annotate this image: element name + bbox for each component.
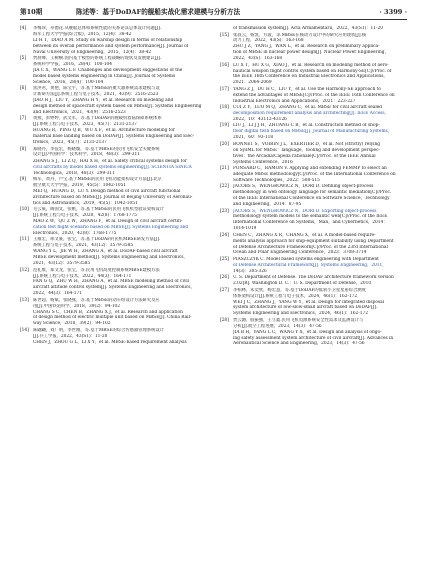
reference-line: tronics，2023，45(7)：2131-2137 (33, 140, 107, 145)
reference-number: [18] (220, 105, 229, 111)
reference-number: [15] (220, 32, 229, 38)
reference-line: [J].系统工程与电子技术，2022，44(3)：164-171 (33, 273, 132, 279)
reference-line: 张叔云，杨凯，方波，等.MBSE在核动力设计中的研究应用现状[J].核 (233, 32, 367, 38)
reference-line: LI H T，DIAO A M. Study on warship design in terms of relationship (33, 37, 183, 43)
reference-line: 海军工程大学学报(综合版)，2015，12(4)：38-42 (33, 31, 132, 37)
reference-entry (20, 268, 206, 298)
reference-line: 体系架构设计[J].系统工程与电子技术，2024，46(1)：162-172 (233, 293, 358, 299)
reference-entry (20, 177, 206, 207)
reference-entry (220, 275, 406, 287)
reference-entry (20, 56, 206, 86)
reference-line: 计新研方法[J].系统工程与电子技术，2021，43(9)：2516-2523 (33, 92, 159, 98)
reference-entry (220, 184, 406, 208)
reference-line: the IEEE 16th Conference on Industrial Electronics and Applications， (233, 74, 388, 80)
reference-line: LIU J，LI J J H，ZHUANG C B，et al. Construction method of shop- (233, 123, 380, 129)
reference-line: FAN G Q，ZHU W H，ZHANG A，et al. MBSE modeling method of civil (33, 279, 190, 285)
reference-line: WANG Y L，JIE W H，ZHANG A，et al. DoDAF-based civil aircraft (33, 249, 178, 255)
reference-line: system architecture of low-slow-small aircraft based on DoDAF[J]. (233, 305, 378, 311)
reference-line: 黄燕，彭婷婷，武文军，等.基于DoDAF的舰载机着陆保障系统体系 (33, 116, 162, 122)
reference-line: ZHU J Z，YANG J，WAN L，et al. Research on preliminary applica- (233, 44, 380, 50)
reference-line: tics and Astronautics，2019，45(5)：1042-1051 (33, 200, 138, 206)
reference-line: design method of spacecraft system based on MBSE[J]. Systems Engineering (33, 103, 202, 109)
reference-number: [28] (220, 317, 229, 323)
reference-number: [16] (220, 62, 229, 68)
running-title: 陈述等：基于DoDAF的舰船实战化需求建模与分析方法 (76, 8, 241, 16)
reference-number: [13] (20, 297, 29, 303)
reference-line: methodology system models to the semantic web[C]//Proc. of the IEEE (233, 214, 388, 220)
reference-line: 系统科学学报，2016，28(4)：100-104 (33, 62, 113, 68)
reference-line: YANG Z J，DU H C，LIU Y，et al. Use the Harmony-SE approach to (233, 86, 382, 92)
reference-entry (220, 209, 406, 233)
reference-line: of design method of electric multiple unit based on MBSE[J]. China Rail- (33, 315, 192, 321)
reference-number: [27] (220, 287, 229, 293)
reference-line: ZHANG S J，LI Z Q，HAI X H，et al. Safety critical systems design for (33, 158, 188, 164)
reference-line: Systems Engineering and Electronics，2024，46(1)：162-172 (233, 311, 368, 317)
reference-number: [8] (20, 146, 27, 152)
reference-line: LU X T，HU X G，XIAO J，et al. Research on modeling method of aero- (233, 62, 389, 68)
reference-line: of Defense Architectural Framework[J]. Systems Engineering，2011， (233, 262, 387, 268)
reference-line: ments analysis approach for ship-equipment suitability using Department (233, 238, 394, 244)
reference-number: [12] (20, 267, 29, 273)
header-rule (20, 19, 407, 20)
reference-entry (20, 159, 206, 177)
reference-entry (220, 33, 406, 63)
reference-line: U. S. Department of Defense. The DoDAF architecture framework version (233, 275, 394, 281)
reference-line: 李梅珍，卓德花.从舰船总体和系统性能的关系论其总体设计问题[J]. (33, 26, 162, 31)
reference-entry (220, 142, 406, 166)
reference-number: [21] (220, 166, 229, 171)
reference-line: 2022，10：43112-43126 (233, 116, 287, 122)
reference-entry (20, 147, 206, 159)
reference-line: 系统工程与电子技术，2021，43(12)：3579-3585 (33, 243, 134, 249)
reference-line: 毛云威，陶国文，张帆，等.基于MBSE的民用飞机机型验证架构设计 (33, 207, 165, 213)
reference-line: Ocean and Polar Engineering Conference，2023：3708-3714 (233, 250, 367, 256)
reference-line: 郑晓丹，李征宏，杨晓璇，等.基于MBSE的民用飞机安全关键系统 (33, 146, 160, 152)
reference-line: Science，2016，28(4)：100-104 (33, 79, 104, 85)
reference-line: methodology in web ontology language for semantic mediation[C]//Proc. (233, 190, 392, 196)
reference-number: [23] (220, 208, 229, 214)
reference-line: between its overall performance and system performance[J]. Journal of (33, 43, 189, 49)
reference-entry (220, 288, 406, 318)
reference-line: material base landing based on DoDAF[J]. Systems Engineering and Elec- (33, 134, 195, 140)
reference-line: 贾晨峰，王树桐.国内基于模型的系统工程战略的现状及发展建议[J]. (33, 56, 162, 62)
reference-number: [24] (220, 232, 229, 238)
references-left-column (20, 26, 206, 346)
reference-line: CUI Z Y，LUO M Q，ZHANG C，et al. MBSE for civil aircraft sealed (233, 105, 383, 111)
running-header (20, 6, 407, 18)
reference-number: [9] (20, 177, 27, 183)
reference-line: adequate MBSE methodology[C]//Proc. of the International Conference on (233, 171, 396, 177)
reference-line: cation test flight scenario based on MBSE[J]. Systems Engineering and (33, 225, 189, 231)
reference-line: MEI Q，HUANG D，LU Y. Design method of civil aircraft functional (33, 189, 181, 195)
reference-line: Aeronautical Science and Engineering，2023，14(3)：47-56 (233, 341, 365, 347)
reference-number: [22] (220, 184, 229, 190)
reference-line: floor digital twin based on MBSE[J]. Journal of Manufacturing Systems， (233, 129, 393, 135)
reference-number: [5] (20, 56, 27, 62)
reference-line: ing safety assessment system architecture of civil aircraft[J]. Advances in (233, 335, 394, 341)
reference-line: Technologica，2018，48(3)：299-311 (33, 170, 115, 176)
reference-line: 设计[J].中国科学：技术科学，2018，48(3)：299-311 (33, 152, 140, 158)
reference-number: [4] (20, 26, 27, 31)
reference-line: 2.02[R]. Washington D. C.：U. S. Department of Defense，2010 (233, 281, 372, 287)
reference-line: Systems Conference，2016 (233, 159, 293, 165)
reference-line: 14(3)：305-326 (233, 268, 267, 274)
reference-line: of transmission system[J]. Acta Armamentarii，2022，43(S1)：11-20 (233, 26, 383, 31)
reference-line: 王雍宏，邢文豪，张宝，等.基于DoDAF的民机MBSE研发方法[J]. (33, 237, 161, 243)
reference-line: tion of MBSE in nuclear power design[J]. Nuclear Power Engineering， (233, 50, 389, 56)
reference-entry (20, 328, 206, 346)
reference-line: CHEN J，ZHOU G L，LI X Y，et al. MBSE-based requirement analysis (33, 339, 187, 345)
reference-number: [17] (220, 86, 229, 92)
reference-line: tives：the Arcadia/Capella rationale[C]//Proc. of the IEEE Annual (233, 153, 376, 159)
reference-number: [7] (20, 116, 27, 122)
reference-line: 分析[J].航空工程进展，2023，14(3)：47-56 (233, 323, 322, 329)
reference-line: 2021，43(12)：3579-3585 (33, 261, 91, 267)
reference-line: model based systems engineering in China[J]. Journal of Systems (33, 73, 176, 79)
reference-line: Software Technologies，2022：508-515 (233, 177, 320, 183)
reference-line: International Conference on Systems，Man，and Cybernetics，2014： (233, 220, 388, 226)
reference-entry (220, 87, 406, 105)
reference-line: 2022，43(S)：163-168 (233, 56, 283, 62)
issue-number: 第10期 (20, 8, 43, 16)
reference-entry (220, 233, 406, 257)
reference-line: [J].系统工程与电子技术，2020，42(8)：1768-1775 (33, 213, 137, 219)
reference-line: CHANG S C，CHEN B，ZHANG X J，et al. Research and application (33, 309, 183, 315)
reference-entry (220, 123, 406, 141)
reference-line: CHEN C，ZHANG X R，CHANG X，et al. A model-based require- (233, 232, 376, 238)
reference-line: JACOBS S，WENGROWICZ N，DORI D. Defining object-process (233, 184, 374, 190)
reference-line: decomposition requirement analysis and architecting[J]. IEEE Access， (233, 111, 389, 117)
reference-number: [6] (20, 86, 27, 92)
reference-number: [19] (220, 123, 229, 129)
reference-entry (20, 237, 206, 267)
reference-line: 陈翩翩，刘广明，李世刚，等.基于MBSE的综合传感器管理系统设计 (33, 327, 165, 333)
reference-line: JIA B H，YANG L C，WANG Y X，et al. Design and analysis of ongo- (233, 329, 382, 335)
reference-line: Industrial Electronics and Applications，2021：223-227 (233, 98, 356, 104)
reference-entry (220, 166, 406, 184)
reference-line: 航空航天大学学报，2019，45(5)：1042-1051 (33, 183, 127, 189)
reference-line: JIAO H J，LIU Y，ZHANG H Y，et al. Research on modeling and (33, 98, 174, 104)
reference-line: MAO Z W，QU Z W，ZHANG F，et al. Design of civil aircraft certifi- (33, 219, 183, 225)
reference-number: [25] (220, 256, 229, 262)
reference-line: 1014-1019 (233, 226, 257, 232)
reference-line: JIA C X，WANG L F. Challenges and development suggestions of the (33, 67, 183, 73)
reference-line: way Science，2018，39(2)：94-102 (33, 321, 111, 327)
reference-line: 李柏林，朱奕欣，杨宏慧，等.基于DoDAF的低轨小卫星星座综合测度 (233, 287, 366, 293)
references-right-column (220, 26, 406, 348)
reference-number: [20] (220, 141, 229, 147)
reference-entry (220, 26, 406, 32)
reference-line: HUANG R，PING Q B，WU X F，et al. Architecture modeling for (33, 128, 175, 134)
reference-line: architecture based on MBSE[J]. Journal of Beijing University of Aeronau- (33, 194, 193, 200)
reference-entry (20, 86, 206, 116)
reference-entry (220, 257, 406, 275)
reference-entry (220, 318, 406, 348)
reference-line: [J].系统工程与电子技术，2023，45(7)：2131-2137 (33, 122, 137, 128)
reference-number: [10] (20, 207, 29, 213)
reference-line: PONSARD C，RAMON V. Applying and extending FEMMP to select an (233, 166, 387, 171)
reference-line: on SysML for MBSE：language，tooling and development perspec- (233, 147, 380, 153)
reference-line: and Engineering，2014：87-95 (233, 202, 302, 208)
reference-line: WEI J C，ZHANG J，YANG W Y，et al. Design for integrated disposal (233, 299, 385, 305)
reference-line: BONNET S，VOIRIN J L，EXERTIER D，et al. Not (strictly) relying (233, 141, 381, 147)
reference-line: PIASZCZYK C. Model based systems engineering with Department (233, 256, 379, 262)
reference-line: of the IEEE International Conference on Software Science，Technology (233, 196, 390, 202)
reference-line: JACOBS S，WENGROWICZ N，DORI D. Exporting object-process (233, 208, 377, 214)
reference-entry (20, 116, 206, 146)
reference-line: 贾云潞，殷振强，王立鑫.民用飞机电源系统安全性需求及监测设计与 (233, 317, 364, 323)
reference-line: nautical weapon flight control system based on Harmony-SE[C]//Proc. of (233, 68, 392, 74)
reference-entry (220, 105, 406, 123)
page-number: · 3399 · (379, 8, 407, 16)
reference-line: MBSE development method[J]. Systems Engineering and Electronics， (33, 255, 188, 261)
reference-line: 2021，60：93-118 (233, 135, 274, 141)
reference-line: 焦洪君，黄艳，陈宝宇，等.基于MBSE的航天器系统需求建模与设 (33, 86, 160, 92)
reference-line: extend the advantages of MBSE[C]//Proc. of the IEEE 16th Conference on (233, 92, 395, 98)
reference-line: 2022，44(3)：164-171 (33, 291, 82, 297)
reference-line: civil aircrafts by model based systems engineering[J]. SCIENTIA SINICA (33, 164, 192, 170)
reference-number: [11] (20, 237, 29, 243)
reference-line: 陈世超，杨斌，张晓燕，等.基于MBSE的动车组设计方法研究及应 (33, 297, 160, 303)
reference-line: 梅军，黄丹，卢宝.基于MBSE的民用飞机功能架构设计方法[J].北京 (33, 177, 162, 183)
reference-line: Electronics，2020，42(8)：1768-1775 (33, 230, 117, 236)
reference-entry (20, 298, 206, 328)
reference-line: 范礼维，郑文龙，张宝，等.民用飞机高度控制系统MBSE建模方法 (33, 267, 160, 273)
reference-line: [J].兵工学报，2022，43(S1)：11-20 (33, 333, 108, 339)
reference-line: and Electronics，2021，43(9)：2516-2523 (33, 109, 126, 115)
reference-line: aircraft altitude control system[J]. Systems Engineering and Electronics， (33, 285, 195, 291)
reference-number: [26] (220, 275, 229, 281)
reference-line: 2021：2064-2069 (233, 80, 272, 86)
reference-line: Naval University of Engineering，2015，12(4)：38-42 (33, 49, 152, 55)
reference-entry (220, 63, 406, 87)
reference-entry (20, 207, 206, 237)
reference-line: of Defense Architecture Framework[C]//Proc. of the 23rd International (233, 244, 388, 250)
reference-entry (20, 26, 206, 56)
reference-line: 动力工程，2022，43(S)：163-168 (233, 38, 304, 44)
reference-number: [14] (20, 327, 29, 333)
reference-line: 用[J].中国铁道科学，2018，39(2)：94-102 (33, 303, 121, 309)
